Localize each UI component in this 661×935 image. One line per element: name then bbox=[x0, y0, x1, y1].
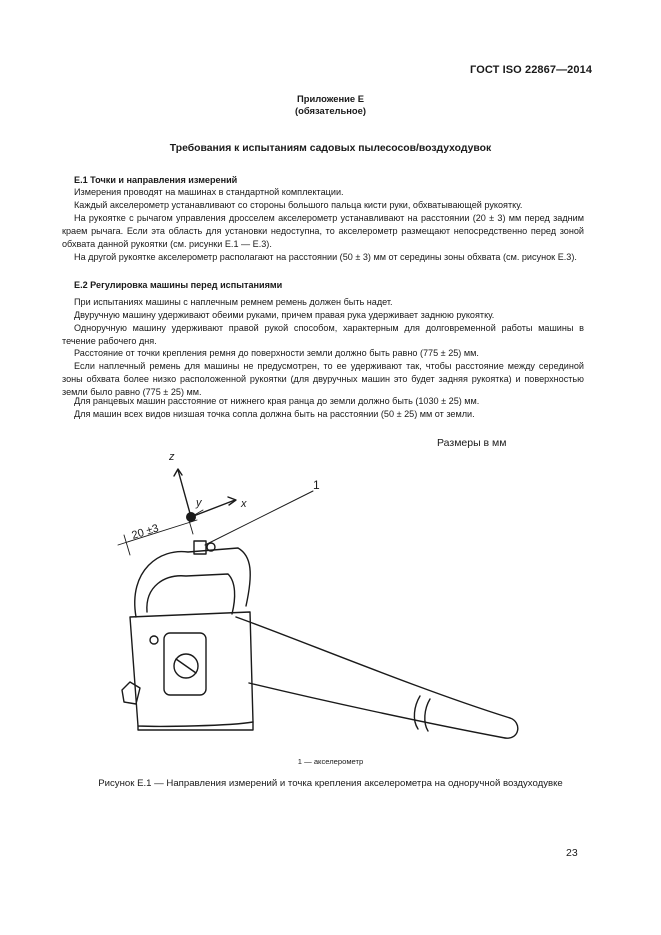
document-title: Требования к испытаниям садовых пылесосов/воздуходувок bbox=[169, 143, 492, 154]
section-e2-paragraph: Для машин всех видов низшая точка сопла должна быть на расстоянии (50 ± 25) мм от земли. bbox=[74, 409, 475, 419]
section-e1-paragraph: Измерения проводят на машинах в стандартной комплектации. bbox=[74, 187, 344, 197]
starter-knob-slot bbox=[176, 659, 196, 673]
tube-nozzle bbox=[505, 718, 518, 738]
dimension-tick bbox=[124, 535, 130, 555]
z-axis-line bbox=[178, 470, 191, 517]
section-e1-paragraph: Каждый акселерометр устанавливают со стороны большого пальца кисти руки, обхватывающей рукоятку. bbox=[74, 200, 523, 210]
x-axis-label: x bbox=[241, 498, 247, 510]
tube-top bbox=[236, 617, 510, 718]
figure-legend: 1 — акселерометр bbox=[297, 757, 364, 766]
section-e2-paragraph: Двуручную машину удерживают обеими руками, причем правая рука удерживает заднюю рукоятку. bbox=[74, 310, 495, 320]
appendix-title: Приложение Е bbox=[297, 93, 364, 104]
section-e2-paragraph: При испытаниях машины с наплечным ремнем ремень должен быть надет. bbox=[74, 297, 393, 307]
section-e2-paragraph: Расстояние от точки крепления ремня до поверхности земли должно быть равно (775 ± 25) мм. bbox=[74, 348, 479, 358]
dimension-note: Размеры в мм bbox=[437, 437, 507, 449]
section-e2-paragraph: Если наплечный ремень для машины не предусмотрен, то ее удерживают так, чтобы расстояние между серединой зоны обхвата более низко расположенной рукоятки (для двуручных машин это будет задняя рукоятка) и поверхностью земли было равно (775 ± 25) мм. bbox=[62, 361, 584, 397]
fastener bbox=[150, 636, 158, 644]
tube-joint bbox=[425, 699, 430, 731]
section-e1-heading: Е.1 Точки и направления измерений bbox=[74, 175, 238, 185]
page-number: 23 bbox=[566, 847, 578, 859]
section-e1-paragraph: На рукоятке с рычагом управления дросселем акселерометр устанавливают на расстоянии (20 ± 3) мм перед задним краем рычага. Если эта область для установки недоступна, то акселерометр размещают непосредственно перед зоной обхвата данной рукоятки (см. рисунки Е.1 — Е.3). bbox=[62, 213, 584, 249]
section-e2-paragraph: Одноручную машину удерживают правой рукой способом, характерным для долговременной работы машины в течение рабочего дня. bbox=[62, 323, 584, 346]
appendix-status: (обязательное) bbox=[295, 105, 366, 116]
accelerometer-dot bbox=[186, 512, 196, 522]
figure-caption: Рисунок Е.1 — Направления измерений и точка крепления акселерометра на одноручной воздуходувке bbox=[98, 778, 563, 789]
engine-cover bbox=[164, 633, 206, 695]
distance-label: 20 ±3 bbox=[130, 522, 161, 542]
y-axis-label: y bbox=[196, 497, 202, 509]
tube-joint bbox=[414, 696, 420, 729]
handle-inner bbox=[147, 574, 235, 614]
section-e1-paragraph: На другой рукоятке акселерометр располагают на расстоянии (50 ± 3) мм от середины зоны обхвата (см. рисунок Е.3). bbox=[74, 252, 577, 262]
fuel-cap bbox=[122, 682, 140, 704]
standard-code: ГОСТ ISO 22867—2014 bbox=[470, 64, 593, 76]
callout-number: 1 bbox=[313, 478, 320, 492]
z-axis-label: z bbox=[169, 451, 175, 463]
accelerometer-leader bbox=[205, 491, 313, 545]
tube-bottom bbox=[249, 683, 505, 738]
section-e2-heading: Е.2 Регулировка машины перед испытаниями bbox=[74, 280, 283, 290]
section-e2-paragraph: Для ранцевых машин расстояние от нижнего края ранца до земли должно быть (1030 ± 25) мм. bbox=[74, 396, 480, 406]
